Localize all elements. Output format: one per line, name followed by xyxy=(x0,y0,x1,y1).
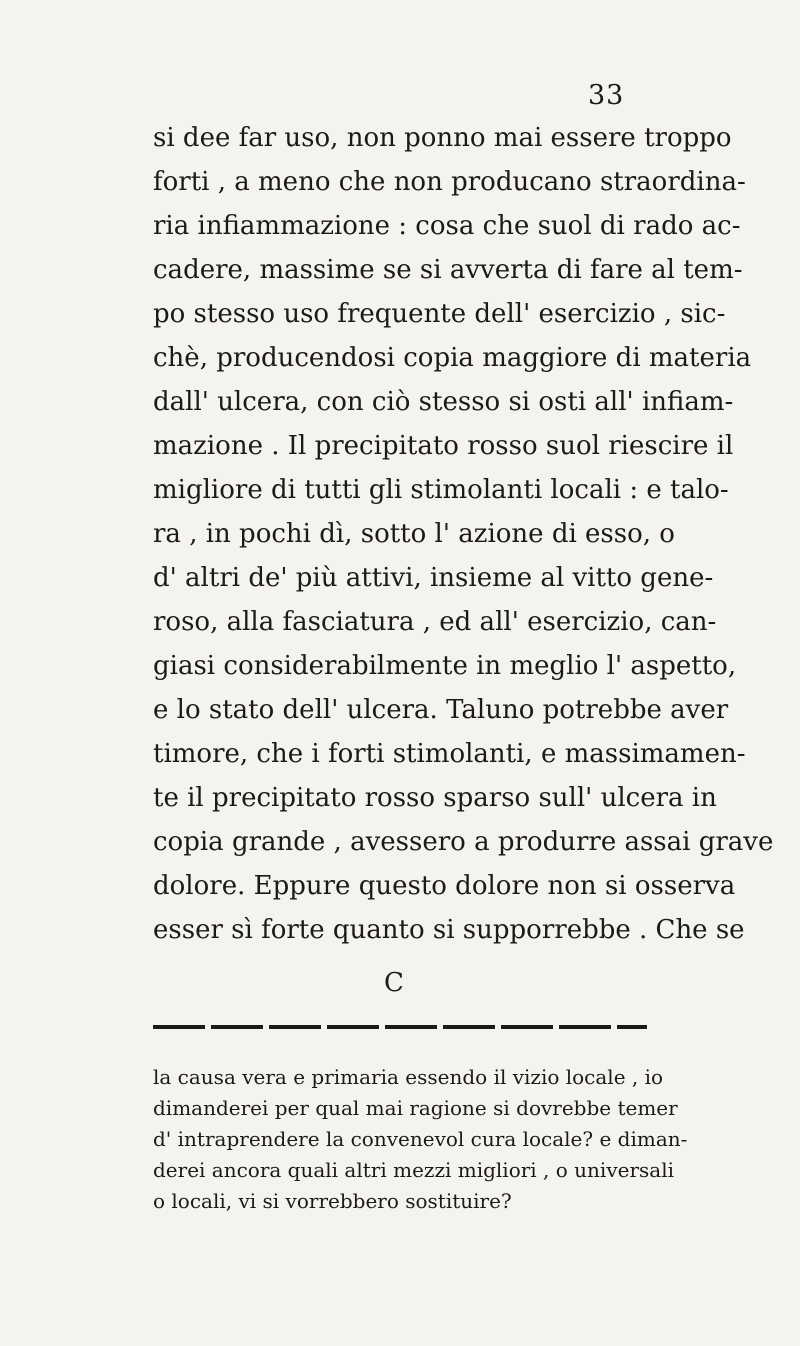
text-line: ra , in pochi dì, sotto l' azione di esso, o xyxy=(153,519,675,549)
text-line: esser sì forte quanto si supporrebbe . Che se xyxy=(153,915,745,945)
page-number: 33 xyxy=(588,80,625,111)
text-line: migliore di tutti gli stimolanti locali : e talo- xyxy=(153,475,729,505)
text-line: chè, producendosi copia maggiore di materia xyxy=(153,343,752,373)
text-line: mazione . Il precipitato rosso suol riescire il xyxy=(153,431,734,461)
text-line: forti , a meno che non producano straordina- xyxy=(153,167,746,197)
text-line: si dee far uso, non ponno mai essere troppo xyxy=(153,123,732,153)
signature-mark: C xyxy=(384,968,404,998)
text-line: ria infiammazione : cosa che suol di rado ac- xyxy=(153,211,741,241)
text-line: dall' ulcera, con ciò stesso si osti all' infiam- xyxy=(153,387,734,417)
text-line: e lo stato dell' ulcera. Taluno potrebbe aver xyxy=(153,695,729,725)
text-line: cadere, massime se si avverta di fare al tem- xyxy=(153,255,743,285)
text-line: d' altri de' più attivi, insieme al vitto gene- xyxy=(153,563,714,593)
text-line: roso, alla fasciatura , ed all' esercizio, can- xyxy=(153,607,717,637)
footnote-line: la causa vera e primaria essendo il vizio locale , io xyxy=(153,1065,664,1089)
text-line: timore, che i forti stimolanti, e massimamen- xyxy=(153,739,746,769)
text-line: te il precipitato rosso sparso sull' ulcera in xyxy=(153,783,717,813)
footnote-line: o locali, vi si vorrebbero sostituire? xyxy=(153,1189,512,1213)
text-line: dolore. Eppure questo dolore non si osserva xyxy=(153,871,736,901)
footnote-line: derei ancora quali altri mezzi migliori , o universali xyxy=(153,1158,674,1182)
footnote-line: d' intraprendere la convenevol cura locale? e diman- xyxy=(153,1127,688,1151)
text-line: copia grande , avessero a produrre assai grave xyxy=(153,827,774,857)
footnote-separator xyxy=(153,1025,647,1029)
text-line: giasi considerabilmente in meglio l' aspetto, xyxy=(153,651,737,681)
footnote-line: dimanderei per qual mai ragione si dovrebbe temer xyxy=(153,1096,678,1120)
text-line: po stesso uso frequente dell' esercizio , sic- xyxy=(153,299,726,329)
